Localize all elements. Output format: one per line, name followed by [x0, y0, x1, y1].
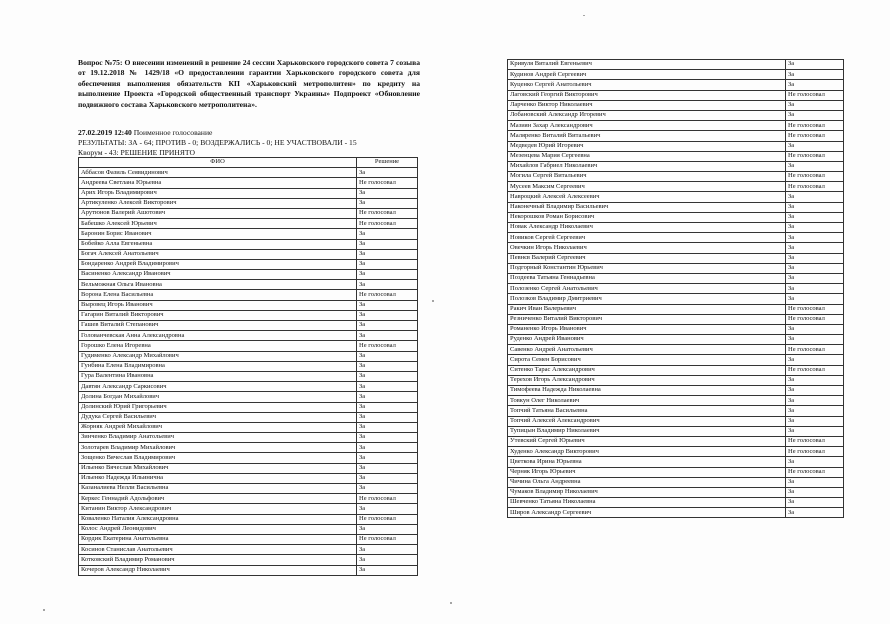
deputy-name: Терехов Игорь Александрович	[508, 375, 786, 385]
table-row	[79, 463, 418, 473]
table-row	[79, 208, 418, 218]
deputy-name: Баронин Борис Иванович	[79, 229, 357, 239]
deputy-name: Жорняк Андрей Михайлович	[79, 422, 357, 432]
deputy-name: Романенко Игорь Иванович	[508, 324, 786, 334]
vote-decision: За	[786, 263, 844, 273]
deputy-name: Долина Богдан Михайлович	[79, 392, 357, 402]
table-row	[79, 361, 418, 371]
deputy-name: Богач Алексей Анатольевич	[79, 249, 357, 259]
deputy-name: Кудинов Андрей Сергеевич	[508, 70, 786, 80]
table-row	[79, 188, 418, 198]
vote-decision: За	[357, 168, 418, 178]
col-header-decision: Решение	[357, 158, 418, 168]
vote-decision: За	[786, 294, 844, 304]
table-row	[79, 310, 418, 320]
vote-datetime: 27.02.2019 12:40	[78, 128, 132, 137]
vote-decision: За	[357, 392, 418, 402]
deputy-name: Кордик Екатерина Анатольевна	[79, 534, 357, 544]
vote-decision: За	[357, 198, 418, 208]
vote-decision: За	[786, 212, 844, 222]
deputy-name: Тимофеева Надежда Николаевна	[508, 386, 786, 396]
table-row	[508, 253, 844, 263]
vote-decision: За	[786, 273, 844, 283]
table-row	[508, 304, 844, 314]
table-row	[79, 534, 418, 544]
vote-decision: За	[786, 457, 844, 467]
vote-decision: Не голосовал	[786, 447, 844, 457]
table-row	[508, 212, 844, 222]
quorum-decision: Кворум - 43: РЕШЕНИЕ ПРИНЯТО	[78, 148, 195, 157]
table-row	[508, 233, 844, 243]
vote-decision: За	[786, 202, 844, 212]
table-row	[508, 121, 844, 131]
deputy-name: Керкес Геннадий Адольфович	[79, 494, 357, 504]
deputy-name: Лаговский Георгий Викторович	[508, 90, 786, 100]
table-row	[79, 341, 418, 351]
vote-decision: За	[786, 161, 844, 171]
votes-table-left	[78, 157, 418, 576]
table-row	[508, 335, 844, 345]
table-row	[508, 161, 844, 171]
table-row	[508, 375, 844, 385]
table-row	[508, 365, 844, 375]
vote-decision: За	[357, 463, 418, 473]
table-row	[79, 555, 418, 565]
vote-decision: За	[786, 223, 844, 233]
table-row	[508, 294, 844, 304]
deputy-name: Долинский Юрий Григорьевич	[79, 402, 357, 412]
scan-speck	[450, 602, 452, 604]
deputy-name: Зощенко Вячеслав Владимирович	[79, 453, 357, 463]
vote-decision: За	[357, 402, 418, 412]
deputy-name: Тупицын Владимир Николаевич	[508, 426, 786, 436]
table-row	[508, 487, 844, 497]
deputy-name: Давтян Александр Саркисович	[79, 382, 357, 392]
table-row	[508, 436, 844, 446]
vote-decision: За	[786, 284, 844, 294]
deputy-name: Выровец Игорь Иванович	[79, 300, 357, 310]
deputy-name: Полозков Владимир Дмитриевич	[508, 294, 786, 304]
deputy-name: Цветкова Ирина Юрьевна	[508, 457, 786, 467]
vote-decision: Не голосовал	[357, 208, 418, 218]
table-row	[79, 300, 418, 310]
vote-decision: За	[357, 280, 418, 290]
table-row	[79, 259, 418, 269]
vote-decision: За	[786, 233, 844, 243]
table-row	[508, 508, 844, 518]
table-row	[508, 223, 844, 233]
vote-decision: За	[786, 100, 844, 110]
vote-decision: Не голосовал	[357, 341, 418, 351]
vote-decision: За	[357, 300, 418, 310]
table-row	[508, 110, 844, 120]
table-row	[79, 198, 418, 208]
vote-decision: За	[357, 555, 418, 565]
table-row	[79, 422, 418, 432]
table-row	[508, 396, 844, 406]
deputy-name: Андреева Светлана Юрьевна	[79, 178, 357, 188]
table-row	[508, 355, 844, 365]
table-row	[508, 172, 844, 182]
deputy-name: Ильенко Надежда Ильинична	[79, 473, 357, 483]
table-row	[79, 321, 418, 331]
vote-decision: За	[357, 565, 418, 575]
table-row	[508, 498, 844, 508]
deputy-name: Новак Александр Николаевич	[508, 223, 786, 233]
table-row	[79, 494, 418, 504]
vote-decision: За	[786, 80, 844, 90]
vote-decision: Не голосовал	[786, 172, 844, 182]
deputy-name: Топчий Татьяна Васильевна	[508, 406, 786, 416]
vote-decision: Не голосовал	[357, 514, 418, 524]
deputy-name: Могила Сергей Витальевич	[508, 172, 786, 182]
table-row	[508, 457, 844, 467]
vote-decision: За	[357, 270, 418, 280]
vote-type: Поименное голосование	[133, 128, 213, 137]
deputy-name: Шевченко Татьяна Николаевна	[508, 498, 786, 508]
deputy-name: Бондаренко Андрей Владимирович	[79, 259, 357, 269]
vote-decision: За	[786, 335, 844, 345]
table-row	[79, 473, 418, 483]
vote-datetime-line	[78, 128, 423, 138]
table-row	[79, 545, 418, 555]
deputy-name: Руденко Андрей Иванович	[508, 335, 786, 345]
deputy-name: Ларченко Виктор Николаевич	[508, 100, 786, 110]
deputy-name: Новиков Сергей Сергеевич	[508, 233, 786, 243]
deputy-name: Полозенко Сергей Анатольевич	[508, 284, 786, 294]
deputy-name: Утевский Сергей Юрьевич	[508, 436, 786, 446]
table-row	[508, 273, 844, 283]
deputy-name: Некорошков Роман Борисович	[508, 212, 786, 222]
vote-decision: Не голосовал	[786, 345, 844, 355]
deputy-name: Дудука Сергей Васильевич	[79, 412, 357, 422]
table-row	[508, 151, 844, 161]
vote-decision: Не голосовал	[786, 90, 844, 100]
vote-decision: За	[786, 487, 844, 497]
table-row	[508, 324, 844, 334]
vote-decision: За	[357, 371, 418, 381]
deputy-name: Васиненко Александр Иванович	[79, 270, 357, 280]
deputy-name: Гашев Виталий Степанович	[79, 321, 357, 331]
table-row	[79, 239, 418, 249]
vote-decision: За	[357, 473, 418, 483]
vote-results: РЕЗУЛЬТАТЫ: ЗА - 64; ПРОТИВ - 0; ВОЗДЕРЖАЛИСЬ - 0; НЕ УЧАСТВОВАЛИ - 15	[78, 138, 357, 147]
vote-decision: За	[357, 229, 418, 239]
table-row	[79, 331, 418, 341]
table-row	[79, 219, 418, 229]
table-row	[508, 243, 844, 253]
vote-decision: За	[357, 382, 418, 392]
vote-decision: За	[357, 433, 418, 443]
table-row	[79, 484, 418, 494]
deputy-name: Косинов Станислав Анатольевич	[79, 545, 357, 555]
deputy-name: Наконечный Владимир Васильевич	[508, 202, 786, 212]
table-row	[508, 426, 844, 436]
table-row	[79, 443, 418, 453]
deputy-name: Котковский Владимир Романович	[79, 555, 357, 565]
vote-decision: За	[786, 60, 844, 70]
deputy-name: Ракич Иван Валерьевич	[508, 304, 786, 314]
deputy-name: Арутюнов Валерий Ашотович	[79, 208, 357, 218]
table-row	[508, 70, 844, 80]
vote-decision: Не голосовал	[786, 121, 844, 131]
deputy-name: Чумаков Владимир Николаевич	[508, 487, 786, 497]
deputy-name: Арих Игорь Владимирович	[79, 188, 357, 198]
deputy-name: Ситенко Тарас Александрович	[508, 365, 786, 375]
deputy-name: Золотарев Владимир Михайлович	[79, 443, 357, 453]
vote-decision: За	[357, 239, 418, 249]
vote-decision: За	[357, 249, 418, 259]
table-row	[79, 371, 418, 381]
vote-decision: За	[357, 422, 418, 432]
vote-decision: За	[357, 361, 418, 371]
deputy-name: Худенко Александр Викторович	[508, 447, 786, 457]
deputy-name: Гудименко Александр Михайлович	[79, 351, 357, 361]
deputy-name: Ильенко Вячеслав Михайлович	[79, 463, 357, 473]
deputy-name: Чичина Ольга Андреевна	[508, 477, 786, 487]
vote-decision: За	[357, 188, 418, 198]
deputy-name: Мазиян Захар Александрович	[508, 121, 786, 131]
table-row	[79, 382, 418, 392]
vote-decision: Не голосовал	[786, 151, 844, 161]
deputy-name: Лобановский Александр Игоревич	[508, 110, 786, 120]
table-row	[508, 182, 844, 192]
vote-decision: За	[357, 321, 418, 331]
vote-decision: За	[786, 406, 844, 416]
deputy-name: Аббасов Фазиль Сеявидинович	[79, 168, 357, 178]
vote-decision: Не голосовал	[786, 436, 844, 446]
table-row	[508, 406, 844, 416]
deputy-name: Кочеров Александр Николаевич	[79, 565, 357, 575]
vote-decision: За	[786, 192, 844, 202]
vote-decision: За	[786, 324, 844, 334]
deputy-name: Кривуля Виталий Евгеньевич	[508, 60, 786, 70]
deputy-name: Маляренко Виталий Витальевич	[508, 131, 786, 141]
vote-decision: За	[357, 351, 418, 361]
table-row	[79, 178, 418, 188]
table-row	[79, 392, 418, 402]
table-row	[508, 192, 844, 202]
scan-speck	[432, 300, 434, 302]
table-row	[508, 131, 844, 141]
vote-decision: За	[786, 141, 844, 151]
vote-decision: Не голосовал	[786, 314, 844, 324]
table-row	[508, 314, 844, 324]
table-row	[79, 249, 418, 259]
vote-decision: За	[357, 524, 418, 534]
deputy-name: Навроцкий Алексей Алексеевич	[508, 192, 786, 202]
table-row	[79, 514, 418, 524]
table-row	[508, 447, 844, 457]
table-row	[79, 168, 418, 178]
scan-speck	[583, 15, 585, 16]
vote-decision: За	[786, 498, 844, 508]
vote-decision: За	[357, 453, 418, 463]
deputy-name: Гунбина Елена Владимировна	[79, 361, 357, 371]
vote-decision: За	[786, 375, 844, 385]
table-row	[79, 565, 418, 575]
table-row	[508, 100, 844, 110]
deputy-name: Черняк Игорь Юрьевич	[508, 467, 786, 477]
scan-speck	[43, 609, 45, 611]
vote-decision: Не голосовал	[357, 494, 418, 504]
vote-decision: За	[786, 386, 844, 396]
deputy-name: Сирота Семен Борисович	[508, 355, 786, 365]
table-row	[508, 60, 844, 70]
table-row	[79, 433, 418, 443]
deputy-name: Шиpов Александр Сергеевич	[508, 508, 786, 518]
table-row	[508, 90, 844, 100]
vote-decision: За	[786, 426, 844, 436]
table-row	[508, 416, 844, 426]
table-row	[508, 202, 844, 212]
vote-decision: За	[357, 412, 418, 422]
deputy-name: Ворона Елена Васильевна	[79, 290, 357, 300]
deputy-name: Гагарин Виталий Викторович	[79, 310, 357, 320]
deputy-name: Голованчевская Анна Александровна	[79, 331, 357, 341]
table-row	[508, 80, 844, 90]
deputy-name: Медведев Юрий Игоревич	[508, 141, 786, 151]
vote-decision: За	[786, 253, 844, 263]
deputy-name: Горошко Елена Игоревна	[79, 341, 357, 351]
table-row	[79, 504, 418, 514]
table-row	[508, 477, 844, 487]
vote-decision: За	[786, 355, 844, 365]
vote-decision: За	[786, 70, 844, 80]
vote-decision: Не голосовал	[357, 290, 418, 300]
table-row	[508, 345, 844, 355]
table-row	[79, 351, 418, 361]
vote-decision: За	[357, 484, 418, 494]
table-row	[508, 141, 844, 151]
votes-table-right-body	[508, 60, 844, 518]
vote-decision: За	[357, 310, 418, 320]
vote-decision: Не голосовал	[786, 182, 844, 192]
vote-decision: За	[357, 443, 418, 453]
vote-decision: Не голосовал	[786, 304, 844, 314]
vote-decision: Не голосовал	[786, 365, 844, 375]
deputy-name: Овечкин Игорь Николаевич	[508, 243, 786, 253]
deputy-name: Певнєв Валерий Сергеевич	[508, 253, 786, 263]
vote-decision: Не голосовал	[357, 219, 418, 229]
table-row	[79, 280, 418, 290]
vote-decision: За	[357, 504, 418, 514]
table-row	[79, 290, 418, 300]
table-row	[79, 524, 418, 534]
vote-decision: За	[357, 545, 418, 555]
deputy-name: Мезенцева Мария Сергеевна	[508, 151, 786, 161]
deputy-name: Куценко Сергей Анатольевич	[508, 80, 786, 90]
deputy-name: Коваленко Наталия Александровна	[79, 514, 357, 524]
vote-decision: За	[786, 243, 844, 253]
deputy-name: Подгорный Константин Юрьевич	[508, 263, 786, 273]
deputy-name: Китанин Виктор Александрович	[79, 504, 357, 514]
table-row	[79, 270, 418, 280]
table-row	[79, 402, 418, 412]
vote-decision: Не голосовал	[786, 131, 844, 141]
deputy-name: Резниченко Виталий Викторович	[508, 314, 786, 324]
vote-decision: За	[786, 396, 844, 406]
vote-decision: За	[357, 331, 418, 341]
deputy-name: Казаналиева Нелли Васильевна	[79, 484, 357, 494]
deputy-name: Бобейко Алла Евгеньевна	[79, 239, 357, 249]
question-title: Вопрос №75: О внесении изменений в решение 24 сессии Харьковского городского совета 7 созыва от 19.12.2018 № 1429/18 «О предоставлении гарантии Харьковского городского совета для обеспечения выполнения обязательств КП «Харьковский метрополитен» по кредиту на выполнение Проекта «Городской общественный транспорт Украины» Подпроект «Обновление подвижного состава Харьковского метрополитена».	[78, 58, 420, 109]
deputy-name: Зинченко Владимир Анатольевич	[79, 433, 357, 443]
deputy-name: Гура Валентина Ивановна	[79, 371, 357, 381]
table-row	[508, 467, 844, 477]
deputy-name: Топчий Алексей Александрович	[508, 416, 786, 426]
deputy-name: Артикуленко Алексей Викторович	[79, 198, 357, 208]
deputy-name: Товкун Олег Николаевич	[508, 396, 786, 406]
table-row	[508, 284, 844, 294]
deputy-name: Колос Андрей Леонидович	[79, 524, 357, 534]
vote-decision: За	[357, 259, 418, 269]
vote-decision: Не голосовал	[786, 467, 844, 477]
votes-table-left-body	[79, 168, 418, 576]
vote-decision: Не голосовал	[357, 178, 418, 188]
col-header-name: ФИО	[79, 158, 357, 168]
table-row	[508, 263, 844, 273]
deputy-name: Бабешко Алексей Юрьевич	[79, 219, 357, 229]
deputy-name: Вельможная Ольга Ивановна	[79, 280, 357, 290]
vote-decision: За	[786, 508, 844, 518]
table-row	[79, 229, 418, 239]
deputy-name: Поздеева Татьяна Геннадьевна	[508, 273, 786, 283]
vote-decision: За	[786, 110, 844, 120]
deputy-name: Савенко Андрей Анатольевич	[508, 345, 786, 355]
votes-table-right	[507, 59, 844, 518]
table-row	[79, 412, 418, 422]
vote-decision: За	[786, 477, 844, 487]
deputy-name: Мусеев Максим Сергеевич	[508, 182, 786, 192]
vote-decision: Не голосовал	[357, 534, 418, 544]
table-row	[79, 453, 418, 463]
table-header-row	[79, 158, 418, 168]
table-row	[508, 386, 844, 396]
deputy-name: Михайлов Габриел Николаевич	[508, 161, 786, 171]
vote-decision: За	[786, 416, 844, 426]
